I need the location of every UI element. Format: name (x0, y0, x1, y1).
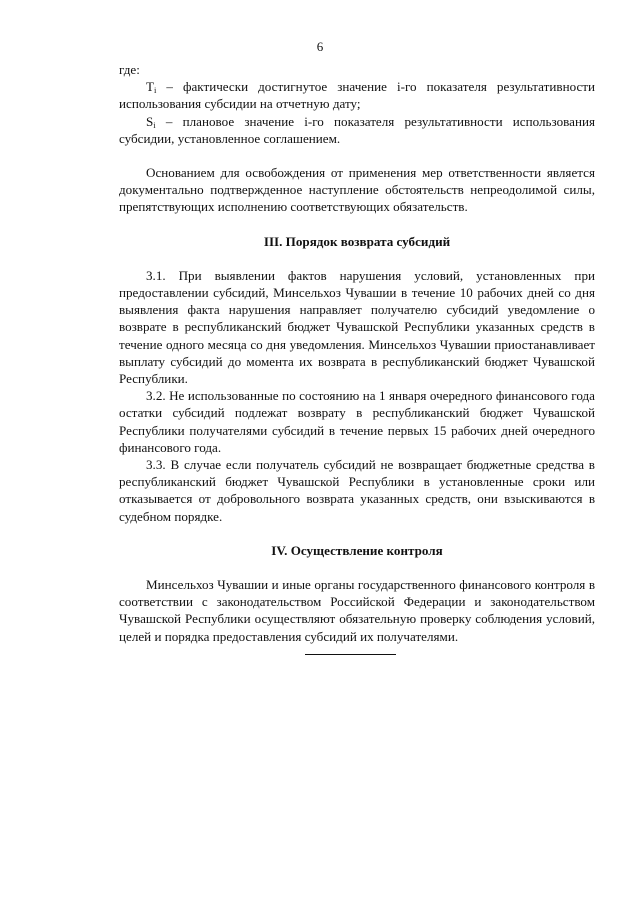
where-label: где: (119, 62, 140, 77)
section-4-title: IV. Осуществление контроля (271, 542, 443, 558)
section-3-title: III. Порядок возврата субсидий (263, 233, 451, 249)
paragraph-3-1: 3.1. При выявлении фактов нарушения условий, установленных при предоставлении субсидий, Минсельхоз Чувашии в течение 10 рабочих дней со дня выявления факта нарушения направляет получателю субсидий уведомление о возврате в республиканский бюджет Чувашской Республики указанных средств в течение одного месяца со дня уведомления. Минсельхоз Чувашии приостанавливает выплату субсидий до момента их возврата в республиканский бюджет Чувашской Республики. (119, 267, 595, 387)
paragraph-3-2: 3.2. Не использованные по состоянию на 1 января очередного финансового года остатки субсидий подлежат возврату в республиканский бюджет Чувашской Республики получателями субсидий в течение первых 15 рабочих дней очередного финансового года. (119, 388, 595, 455)
force-majeure-paragraph: Основанием для освобождения от применения мер ответственности является документально подтвержденное наступление обстоятельств непреодолимой силы, препятствующих исполнению соответствующих обязательств. (119, 165, 595, 215)
paragraph-3-3: 3.3. В случае если получатель субсидий не возвращает бюджетные средства в республиканский бюджет Чувашской Республики в установленные сроки или отказывается от добровольного возврата указанных средств, они взыскиваются в судебном порядке. (119, 457, 595, 524)
page-number: 6 (316, 39, 324, 54)
definition-planned: $S_i$ – плановое значение i-го показателя результативности использования субсидии, установленное соглашением. (119, 113, 595, 146)
paragraph-4: Минсельхоз Чувашии и иные органы государственного финансового контроля в соответствии с законодательством Российской Федерации и законодательством Чувашской Республики осуществляют обязательную проверку соблюдения условий, целей и порядка предоставления субсидий их получателями. (119, 577, 595, 644)
body-text (119, 61, 595, 645)
closing-rule (305, 654, 396, 655)
definition-actual: $T_i$ – фактически достигнутое значение i-го показателя результативности использования субсидии на отчетную дату; (119, 79, 595, 112)
